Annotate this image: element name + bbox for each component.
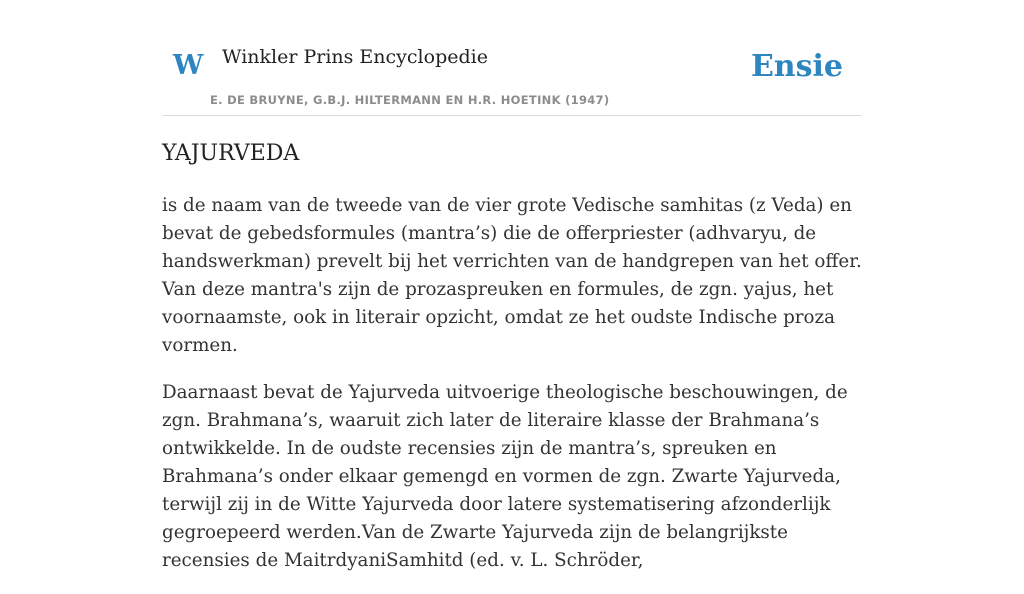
entry-title: YAJURVEDA xyxy=(162,141,300,166)
entry-paragraph: is de naam van de tweede van de vier grote Vedische samhitas (z Veda) en bevat de gebedsformules (mantra’s) die de offerpriester (adhvaryu, de handswerkman) prevelt bij het verrichten van de handgrepen van het offer. Van deze mantra's zijn de prozaspreuken en formules, de zgn. yajus, het voornaamste, ook in literair opzicht, omdat ze het oudste Indische proza vormen. xyxy=(162,195,862,356)
winkler-prins-logo[interactable]: W xyxy=(173,50,204,81)
page-header xyxy=(162,0,862,116)
entry-paragraph: Daarnaast bevat de Yajurveda uitvoerige theologische beschouwingen, de zgn. Brahmana’s, waaruit zich later de literaire klasse der Brahmana’s ontwikkelde. In de oudste recensies zijn de mantra’s, spreuken en Brahmana’s onder elkaar gemengd en vormen de zgn. Zwarte Yajurveda, terwijl zij in de Witte Yajurveda door latere systematisering afzonderlijk gegroepeerd werden.Van de Zwarte Yajurveda zijn de belangrijkste recensies de MaitrdyaniSamhitd (ed. v. L. Schröder, xyxy=(162,382,848,571)
entry-body xyxy=(162,192,862,594)
publication-authors: E. DE BRUYNE, G.B.J. HILTERMANN EN H.R. HOETINK (1947) xyxy=(210,93,610,107)
publication-title[interactable]: Winkler Prins Encyclopedie xyxy=(222,46,488,68)
ensie-brand-logo[interactable]: Ensie xyxy=(750,49,843,84)
